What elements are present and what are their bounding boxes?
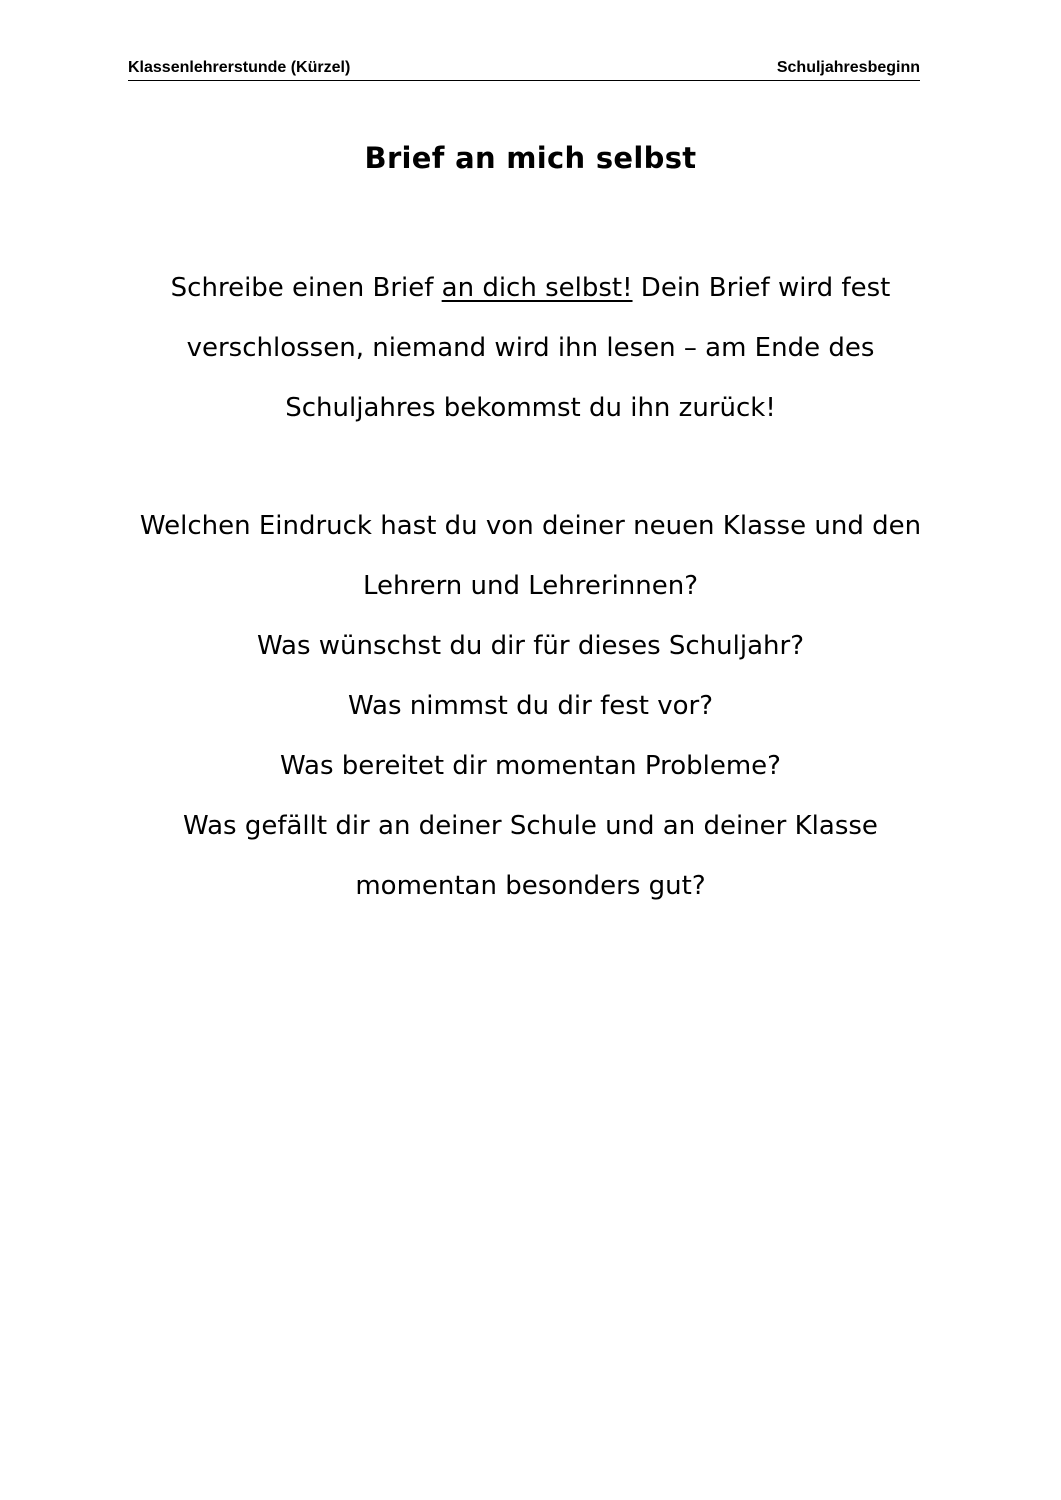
question-line: Welchen Eindruck hast du von deiner neuen Klasse und den (139, 511, 922, 541)
document-title: Brief an mich selbst (364, 141, 697, 175)
instructions-line-1 (60, 258, 1001, 318)
question-line: Lehrern und Lehrerinnen? (362, 571, 699, 601)
guiding-questions (60, 496, 1001, 916)
question-line: Was nimmst du dir fest vor? (347, 691, 713, 721)
question-line: momentan besonders gut? (355, 871, 706, 901)
instructions-text-start: Schreibe einen Brief (170, 273, 442, 303)
page-header (128, 56, 920, 81)
question-line: Was bereitet dir momentan Probleme? (280, 751, 781, 781)
instructions-emphasis: an dich selbst! (441, 273, 633, 303)
question-line: Was wünschst du dir für dieses Schuljahr? (256, 631, 805, 661)
header-course-label: Klassenlehrerstunde (Kürzel) (128, 59, 351, 76)
question-line: Was gefällt dir an deiner Schule und an deiner Klasse (183, 811, 878, 841)
instructions-text-end: Dein Brief wird fest (632, 273, 891, 303)
instructions-line-3: Schuljahres bekommst du ihn zurück! (285, 393, 776, 423)
instructions-paragraph (60, 258, 1001, 438)
instructions-line-2: verschlossen, niemand wird ihn lesen – am Ende des (186, 333, 875, 363)
header-topic-label: Schuljahresbeginn (776, 59, 920, 76)
